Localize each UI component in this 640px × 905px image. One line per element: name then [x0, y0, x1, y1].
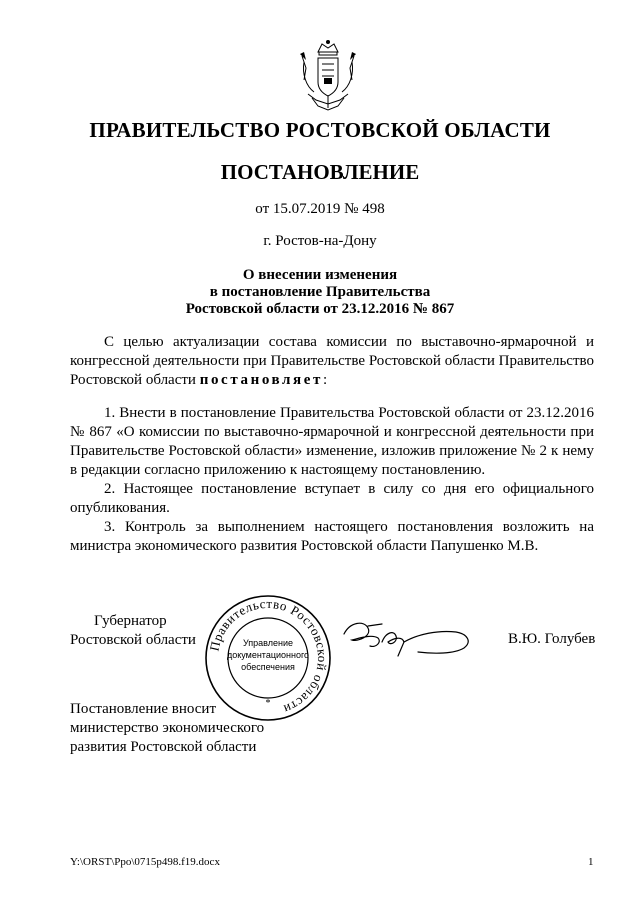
signatory-name: В.Ю. Голубев	[508, 631, 596, 647]
document-type: ПОСТАНОВЛЕНИЕ	[220, 160, 420, 184]
preamble-tail: :	[323, 372, 328, 388]
organization-title: ПРАВИТЕЛЬСТВО РОСТОВСКОЙ ОБЛАСТИ	[89, 118, 551, 142]
resolution-item: 1. Внести в постановление Правительства Ростовской области от 23.12.2016 № 867 «О комиссии по выставочно-ярмарочной и конгрессной деятельности при Правительстве Ростовской области» изменение, изложив приложение № 2 к нему в редакции согласно приложению к настоящему постановлению.	[70, 405, 594, 478]
page-number: 1	[588, 856, 594, 868]
svg-text:*: *	[265, 698, 271, 709]
position-line: Ростовской области	[70, 632, 196, 648]
preamble	[70, 333, 594, 390]
submitter-line: Постановление вносит	[70, 701, 217, 717]
resolution-items	[70, 404, 594, 556]
signatory-position	[70, 612, 196, 650]
subject-line: О внесении изменения	[242, 267, 398, 283]
resolution-item: 3. Контроль за выполнением настоящего постановления возложить на министра экономического развития Ростовской области Папушенко М.В.	[70, 519, 594, 554]
document-city: г. Ростов-на-Дону	[263, 233, 377, 249]
resolution-item: 2. Настоящее постановление вступает в силу со дня его официального опубликования.	[70, 481, 594, 516]
stamp-ring-text: Правительство Ростовской области	[206, 595, 331, 718]
document-date-number: от 15.07.2019 № 498	[255, 201, 385, 217]
submitter-line: министерство экономического	[70, 720, 265, 736]
stamp-inner-text: документационного	[226, 650, 310, 660]
position-line: Губернатор	[94, 613, 167, 629]
preamble-text: С целью актуализации состава комиссии по выставочно-ярмарочной и конгрессной деятельности при Правительстве Ростовской области Правительство Ростовской области	[70, 334, 594, 388]
coat-of-arms-icon	[296, 34, 360, 114]
file-path: Y:\ORST\Ppo\0715p498.f19.docx	[70, 856, 220, 868]
document-subject	[0, 267, 640, 318]
stamp-inner-text: обеспечения	[241, 662, 295, 672]
submitter-block	[70, 700, 264, 757]
submitter-line: развития Ростовской области	[70, 739, 257, 755]
preamble-paragraph	[70, 333, 594, 390]
resolution-keyword: постановляет	[199, 372, 323, 388]
subject-line: в постановление Правительства	[209, 284, 431, 300]
stamp-inner-text: Управление	[242, 638, 294, 648]
subject-line: Ростовской области от 23.12.2016 № 867	[185, 301, 455, 317]
handwritten-signature-icon	[338, 612, 488, 660]
